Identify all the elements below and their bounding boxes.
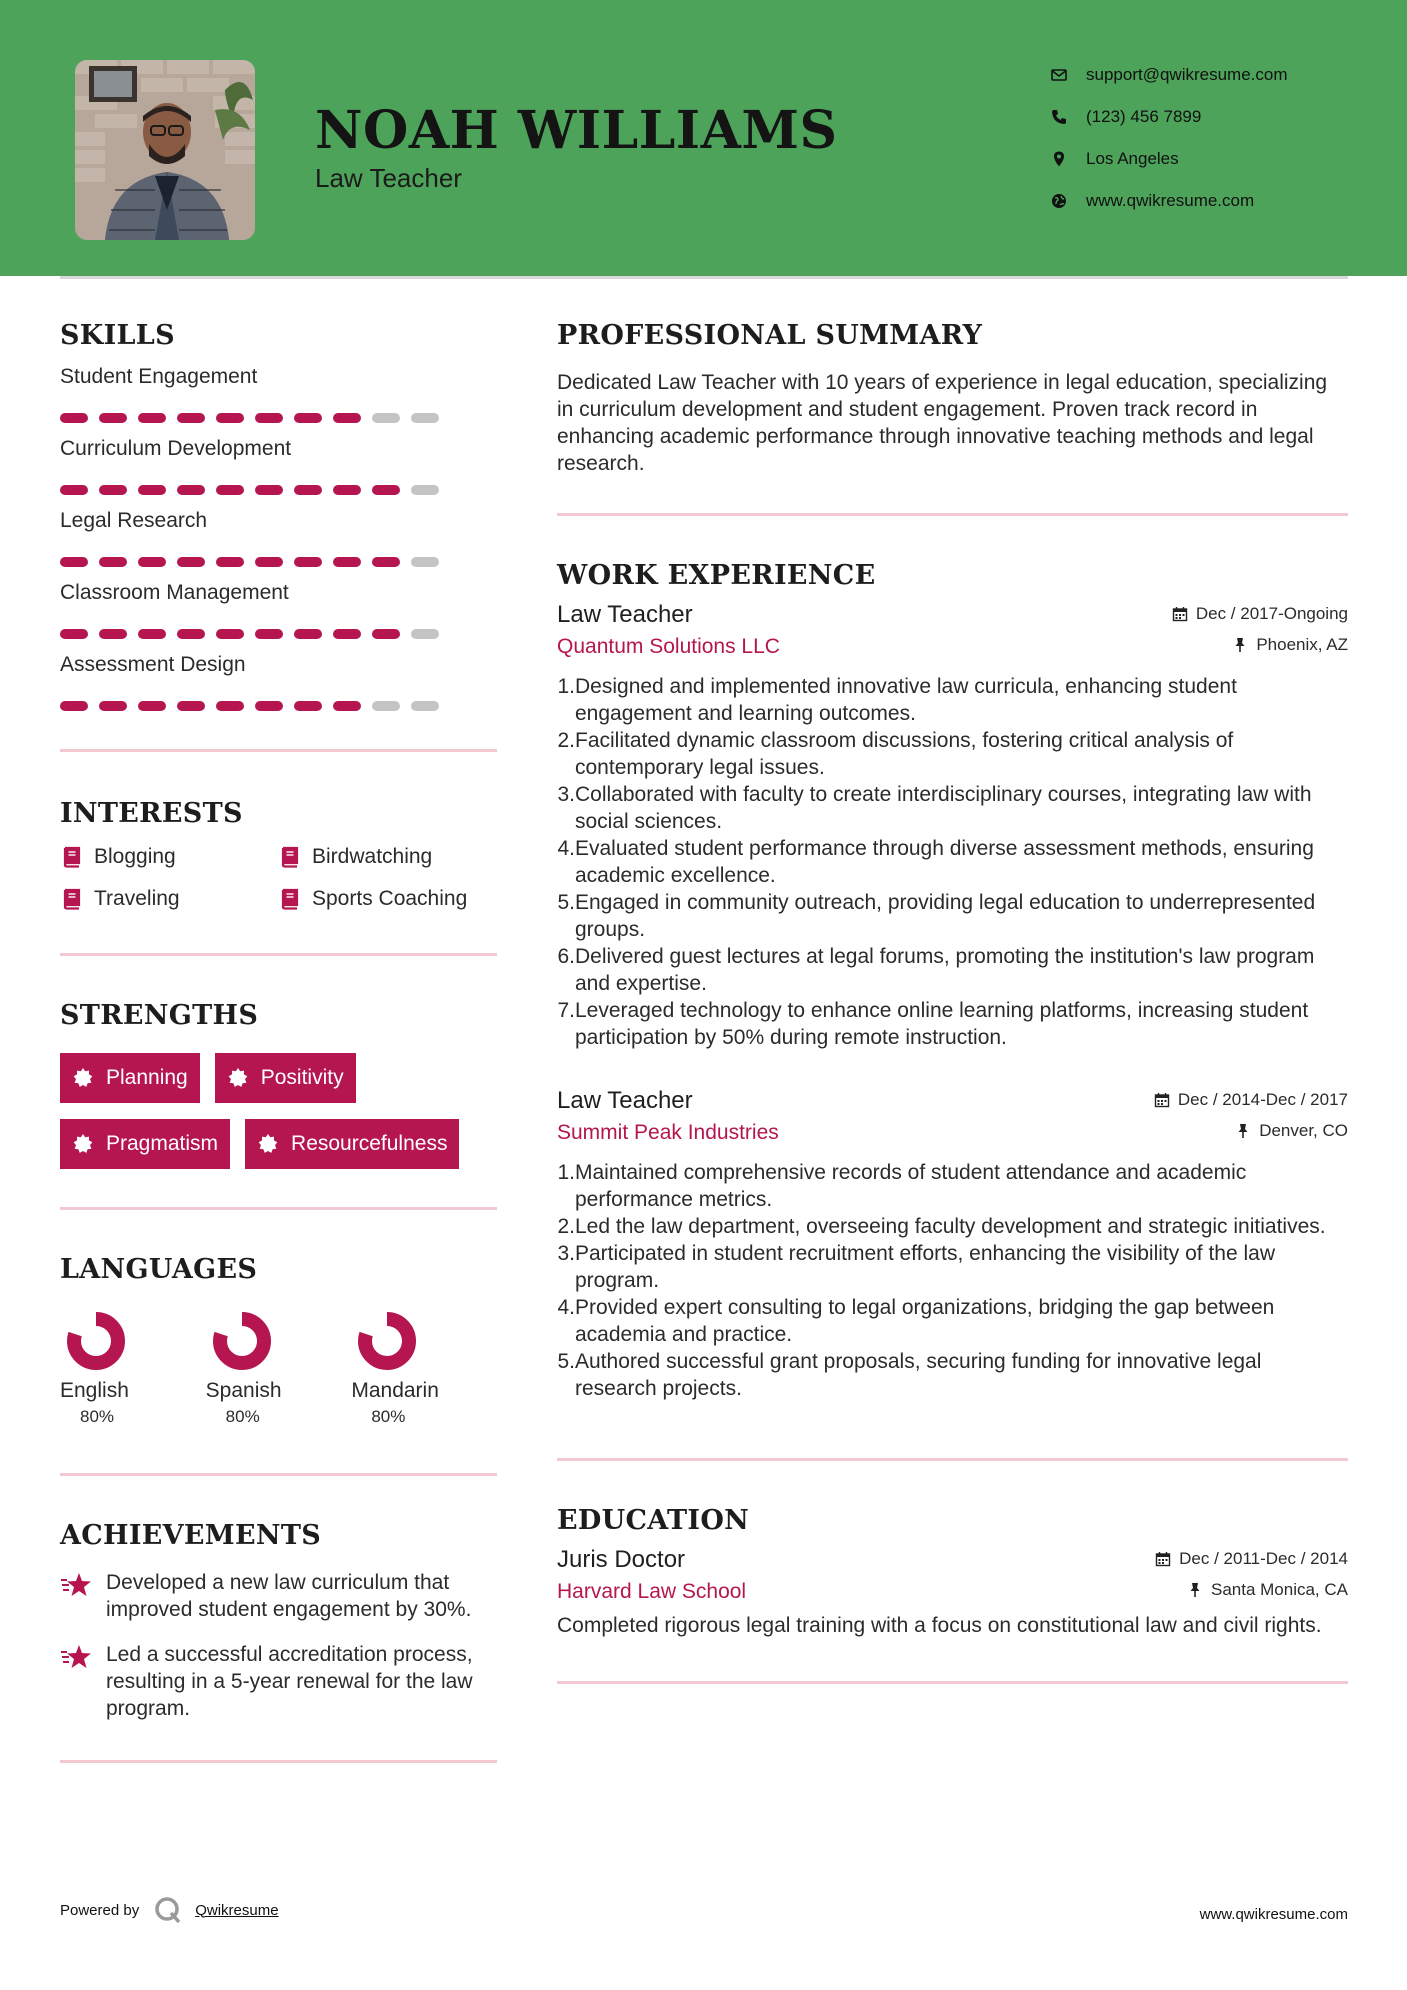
skill-level-dash (138, 413, 166, 423)
experience-divider (557, 1458, 1348, 1461)
language-item (351, 1309, 497, 1427)
contact-phone-text: (123) 456 7899 (1086, 107, 1202, 126)
language-proficiency-ring (355, 1309, 419, 1373)
job-bullet (557, 1240, 1348, 1294)
calendar-icon (1172, 606, 1188, 622)
job-location (1232, 635, 1348, 655)
skill-level-dash (333, 629, 361, 639)
job-dates (1172, 604, 1348, 624)
interests-heading: INTERESTS (60, 798, 243, 829)
skill-level-dash (216, 485, 244, 495)
qwikresume-link[interactable]: Qwikresume (195, 1901, 279, 1919)
pin-icon (1187, 1582, 1203, 1598)
skill-level-bar (60, 413, 497, 423)
job-bullet-text: Engaged in community outreach, providing legal education to underrepresented groups. (575, 891, 1316, 941)
language-proficiency-arc (74, 1319, 118, 1363)
job-bullet-number: 4. (557, 1296, 575, 1319)
skill-level-dash (99, 557, 127, 567)
skill-level-dash (177, 557, 205, 567)
skill-level-dash (333, 485, 361, 495)
job-company: Quantum Solutions LLC (557, 635, 780, 658)
job-bullet-text: Provided expert consulting to legal organizations, bridging the gap between academia and practice. (575, 1296, 1275, 1346)
interests-list (60, 845, 497, 911)
interest-item (278, 845, 497, 869)
skill-level-dash (216, 413, 244, 423)
job-bullets (557, 1159, 1348, 1402)
interest-item (60, 845, 278, 869)
interest-label: Blogging (94, 845, 176, 868)
strengths-list (60, 1053, 497, 1169)
job-bullet-number: 6. (557, 945, 575, 968)
language-item (60, 1309, 206, 1427)
star-icon (60, 1571, 92, 1599)
skill-level-dash (177, 629, 205, 639)
job-bullet (557, 889, 1348, 943)
language-percent: 80% (225, 1407, 260, 1426)
job-bullet-text: Delivered guest lectures at legal forums, promoting the institution's law program and expertise. (575, 945, 1315, 995)
book-icon (278, 888, 300, 910)
strength-chip (215, 1053, 356, 1103)
job-bullet-number: 1. (557, 1161, 575, 1184)
envelope-icon (1050, 66, 1068, 84)
skill-level-dash (333, 413, 361, 423)
skill-level-dash (333, 701, 361, 711)
interest-label: Birdwatching (312, 845, 433, 868)
job-bullet (557, 673, 1348, 727)
achievement-item (60, 1641, 497, 1722)
skill-level-dash (372, 701, 400, 711)
left-column (60, 320, 497, 1763)
qwikresume-logo-icon (153, 1895, 183, 1925)
job-bullet-number: 3. (557, 1242, 575, 1265)
job-bullet-number: 2. (557, 1215, 575, 1238)
pin-icon (1235, 1123, 1251, 1139)
skill-name: Classroom Management (60, 581, 289, 604)
skills-list (60, 365, 497, 711)
job-bullet-text: Facilitated dynamic classroom discussions, fostering critical analysis of contemporary legal issues. (575, 729, 1234, 779)
achievements-heading: ACHIEVEMENTS (60, 1520, 322, 1551)
book-icon (60, 846, 82, 868)
skill-level-dash (60, 485, 88, 495)
candidate-title: Law Teacher (315, 163, 462, 193)
job-location (1235, 1121, 1348, 1141)
job-bullet-text: Maintained comprehensive records of student attendance and academic performance metrics. (575, 1161, 1247, 1211)
contact-website (1050, 180, 1288, 222)
interests-divider (60, 953, 497, 956)
skill-level-dash (294, 485, 322, 495)
achievements-list (60, 1569, 497, 1722)
skill-level-dash (294, 701, 322, 711)
candidate-name: NOAH WILLIAMS (315, 100, 838, 161)
contact-email-text[interactable]: support@qwikresume.com (1086, 65, 1288, 84)
badge-icon (72, 1133, 94, 1155)
skill-level-dash (60, 557, 88, 567)
right-column (557, 320, 1348, 1684)
strength-chip (60, 1119, 230, 1169)
skill-level-dash (255, 413, 283, 423)
skill-name: Curriculum Development (60, 437, 292, 460)
skill-level-dash (294, 413, 322, 423)
skill-level-dash (177, 485, 205, 495)
strength-chip (245, 1119, 459, 1169)
education-dates (1155, 1549, 1348, 1569)
summary-divider (557, 513, 1348, 516)
education-location (1187, 1580, 1348, 1600)
job-bullet (557, 1213, 1348, 1240)
job-bullet (557, 727, 1348, 781)
job-bullet-text: Authored successful grant proposals, securing funding for innovative legal research projects. (575, 1350, 1262, 1400)
skill-level-dash (177, 701, 205, 711)
achievements-divider (60, 1760, 497, 1763)
language-percent: 80% (80, 1407, 115, 1426)
job-sub (557, 635, 1348, 659)
achievement-text: Led a successful accreditation process, resulting in a 5-year renewal for the law program. (106, 1643, 473, 1720)
skill-level-dash (138, 557, 166, 567)
education-entry (557, 1546, 1348, 1639)
job-location-text: Phoenix, AZ (1256, 635, 1348, 654)
profile-photo (75, 60, 255, 240)
map-marker-icon (1050, 150, 1068, 168)
language-proficiency-ring (64, 1309, 128, 1373)
job-sub (557, 1121, 1348, 1145)
skill-name: Legal Research (60, 509, 208, 532)
job-bullet-text: Participated in student recruitment efforts, enhancing the visibility of the law program. (575, 1242, 1275, 1292)
skill-level-dash (333, 557, 361, 567)
powered-by-text: Powered by (60, 1901, 140, 1919)
achievement-item (60, 1569, 497, 1623)
skill-level-bar (60, 557, 497, 567)
calendar-icon (1155, 1551, 1171, 1567)
job-bullet-text: Evaluated student performance through diverse assessment methods, ensuring academic excellence. (575, 837, 1314, 887)
job-bullet (557, 1159, 1348, 1213)
job-head (557, 1087, 1348, 1115)
education-school: Harvard Law School (557, 1580, 747, 1603)
skill-level-dash (255, 557, 283, 567)
skill-level-dash (294, 629, 322, 639)
job-bullet-text: Collaborated with faculty to create interdisciplinary courses, integrating law with social sciences. (575, 783, 1312, 833)
education-head (557, 1546, 1348, 1574)
language-proficiency-ring (210, 1309, 274, 1373)
languages-heading: LANGUAGES (60, 1254, 258, 1285)
job-dates (1154, 1090, 1348, 1110)
job-bullet-number: 5. (557, 1350, 575, 1373)
globe-icon (1050, 192, 1068, 210)
calendar-icon (1154, 1092, 1170, 1108)
language-name: Mandarin (351, 1379, 439, 1402)
skills-heading: SKILLS (60, 320, 175, 351)
skill-level-dash (138, 629, 166, 639)
achievement-text: Developed a new law curriculum that improved student engagement by 30%. (106, 1571, 472, 1621)
education-location-text: Santa Monica, CA (1210, 1580, 1348, 1599)
language-name: English (60, 1379, 129, 1402)
job-bullet-number: 5. (557, 891, 575, 914)
job-bullets (557, 673, 1348, 1051)
skill-level-dash (60, 629, 88, 639)
job-bullet (557, 997, 1348, 1051)
book-icon (60, 888, 82, 910)
contact-website-text[interactable]: www.qwikresume.com (1086, 191, 1255, 210)
job-bullet-number: 2. (557, 729, 575, 752)
skill-level-dash (411, 701, 439, 711)
skill-level-dash (294, 557, 322, 567)
skill-name: Assessment Design (60, 653, 246, 676)
skill-level-bar (60, 629, 497, 639)
education-description: Completed rigorous legal training with a focus on constitutional law and civil rights. (557, 1614, 1322, 1637)
strength-chip (60, 1053, 200, 1103)
language-proficiency-arc (220, 1319, 264, 1363)
job-location-text: Denver, CO (1259, 1121, 1348, 1140)
skill-level-dash (216, 629, 244, 639)
skill-level-dash (372, 413, 400, 423)
job-dates-text: Dec / 2014-Dec / 2017 (1177, 1090, 1348, 1109)
contact-list (1050, 54, 1288, 222)
summary-text: Dedicated Law Teacher with 10 years of experience in legal education, specializing in curriculum development and student engagement. Proven track record in enhancing academic performance through innovative teaching methods and legal research. (557, 371, 1328, 475)
contact-location-text: Los Angeles (1086, 149, 1179, 168)
skill-level-dash (372, 557, 400, 567)
job-bullet-number: 7. (557, 999, 575, 1022)
job-bullet (557, 943, 1348, 997)
language-name: Spanish (205, 1379, 282, 1402)
pin-icon (1232, 637, 1248, 653)
skill-level-dash (60, 413, 88, 423)
skill-level-dash (177, 413, 205, 423)
skill-level-bar (60, 701, 497, 711)
star-icon (60, 1643, 92, 1671)
badge-icon (227, 1067, 249, 1089)
badge-icon (257, 1133, 279, 1155)
jobs-list (557, 601, 1348, 1402)
skill-level-dash (411, 413, 439, 423)
job-bullet-number: 1. (557, 675, 575, 698)
skill-level-dash (255, 701, 283, 711)
phone-icon (1050, 108, 1068, 126)
strength-label: Resourcefulness (291, 1132, 448, 1155)
skill-level-dash (99, 701, 127, 711)
skill-level-dash (216, 701, 244, 711)
languages-divider (60, 1473, 497, 1476)
language-item (206, 1309, 352, 1427)
language-proficiency-arc (365, 1319, 409, 1363)
job-bullet (557, 1348, 1348, 1402)
job-bullet-number: 3. (557, 783, 575, 806)
header-divider (60, 276, 1348, 279)
education-heading: EDUCATION (557, 1505, 750, 1536)
skill-level-dash (138, 485, 166, 495)
interest-item (60, 887, 278, 911)
skill-name: Student Engagement (60, 365, 258, 388)
job-bullet (557, 1294, 1348, 1348)
skill-level-dash (255, 485, 283, 495)
interest-item (278, 887, 497, 911)
skill-level-bar (60, 485, 497, 495)
strength-label: Planning (106, 1066, 188, 1089)
footer-website[interactable]: www.qwikresume.com (1199, 1906, 1348, 1923)
education-sub (557, 1580, 1348, 1604)
job-company: Summit Peak Industries (557, 1121, 779, 1144)
skill-level-dash (99, 485, 127, 495)
languages-list (60, 1309, 497, 1427)
job-entry (557, 601, 1348, 1051)
skill-level-dash (138, 701, 166, 711)
job-bullet (557, 781, 1348, 835)
badge-icon (72, 1067, 94, 1089)
strengths-divider (60, 1207, 497, 1210)
skill-level-dash (60, 701, 88, 711)
strength-label: Pragmatism (106, 1132, 219, 1155)
book-icon (278, 846, 300, 868)
skill-level-dash (411, 485, 439, 495)
contact-email (1050, 54, 1288, 96)
education-divider (557, 1681, 1348, 1684)
education-dates-text: Dec / 2011-Dec / 2014 (1179, 1549, 1348, 1568)
skill-level-dash (99, 629, 127, 639)
skill-level-dash (255, 629, 283, 639)
strengths-heading: STRENGTHS (60, 1000, 259, 1031)
job-bullet-text: Designed and implemented innovative law curricula, enhancing student engagement and learning outcomes. (575, 675, 1237, 725)
experience-heading: WORK EXPERIENCE (557, 560, 876, 591)
skill-level-dash (372, 485, 400, 495)
skill-level-dash (411, 629, 439, 639)
footer-powered-by (60, 1895, 279, 1925)
strength-label: Positivity (260, 1066, 344, 1089)
summary-heading: PROFESSIONAL SUMMARY (557, 320, 983, 351)
job-bullet-number: 4. (557, 837, 575, 860)
contact-phone (1050, 96, 1288, 138)
skills-divider (60, 749, 497, 752)
contact-location (1050, 138, 1288, 180)
job-bullet-text: Led the law department, overseeing faculty development and strategic initiatives. (575, 1215, 1326, 1238)
skill-level-dash (99, 413, 127, 423)
skill-level-dash (372, 629, 400, 639)
interest-label: Sports Coaching (312, 887, 468, 910)
job-entry (557, 1087, 1348, 1402)
job-title: Law Teacher (557, 601, 693, 628)
skill-level-dash (411, 557, 439, 567)
interest-label: Traveling (94, 887, 180, 910)
resume-header (0, 0, 1407, 276)
job-bullet-text: Leveraged technology to enhance online learning platforms, increasing student participation by 50% during remote instruction. (575, 999, 1309, 1049)
language-percent: 80% (371, 1407, 406, 1426)
job-bullet (557, 835, 1348, 889)
job-dates-text: Dec / 2017-Ongoing (1195, 604, 1348, 623)
skill-level-dash (216, 557, 244, 567)
job-head (557, 601, 1348, 629)
education-degree: Juris Doctor (557, 1546, 686, 1573)
job-title: Law Teacher (557, 1087, 693, 1114)
